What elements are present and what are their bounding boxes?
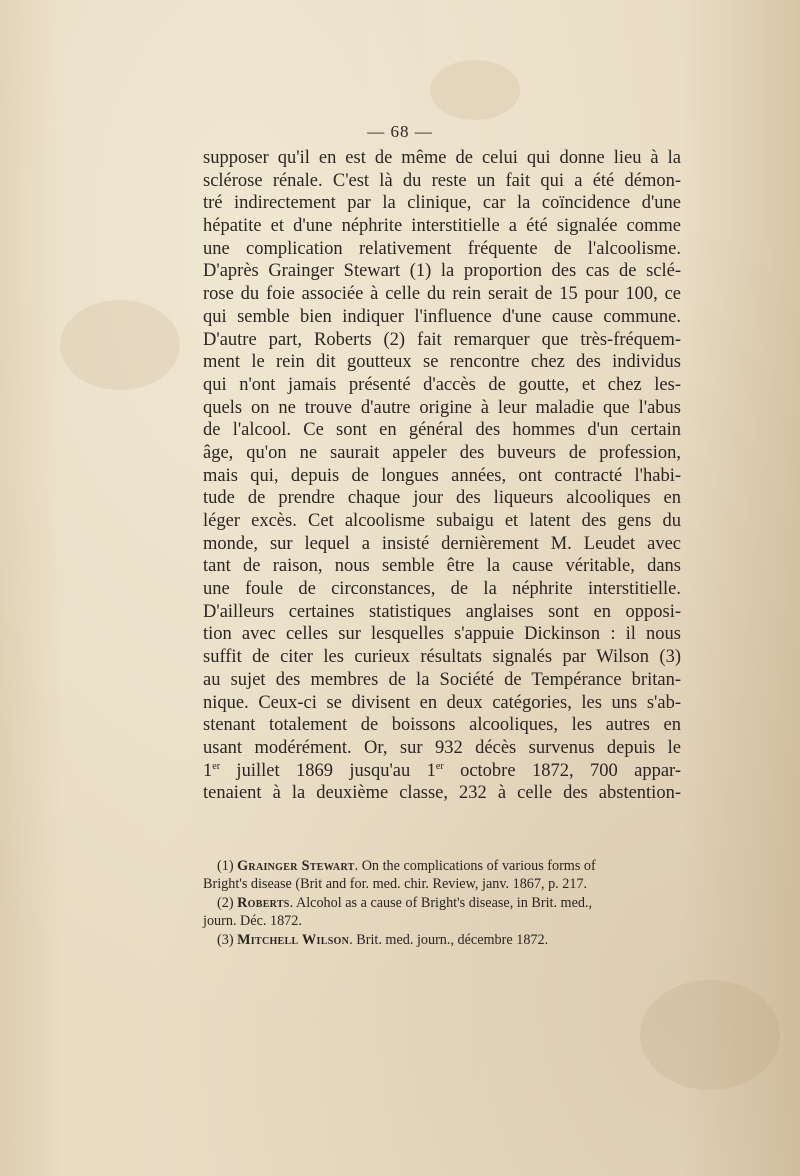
text-line: quels on ne trouve d'autre origine à leur maladie que l'abus — [203, 397, 681, 418]
line-fragment: 1 — [203, 760, 213, 781]
footnote-number: (1) — [217, 858, 238, 874]
paper-stain — [60, 300, 180, 390]
footnote-continuation: journ. Déc. 1872. — [203, 913, 302, 930]
line-fragment: juillet 1869 jusqu'au 1 — [220, 760, 436, 781]
footnote-text: . On the complications of various forms of — [354, 858, 596, 874]
text-line: sclérose rénale. C'est là du reste un fait qui a été démon- — [203, 170, 681, 191]
footnote-text: . Alcohol as a cause of Bright's disease, in Brit. med., — [289, 894, 593, 911]
footnote-continuation: Bright's disease (Brit and for. med. chir. Review, janv. 1867, p. 217. — [203, 876, 588, 893]
text-line: tion avec celles sur lesquelles s'appuie Dickinson : il nous — [203, 624, 681, 645]
text-line: suffit de citer les curieux résultats signalés par Wilson (3) — [203, 647, 681, 668]
text-line: ment le rein dit goutteux se rencontre chez des individus — [203, 352, 681, 373]
footnote — [203, 857, 681, 875]
footnote-text: . Brit. med. journ., décembre 1872. — [349, 931, 549, 948]
text-line: de l'alcool. Ce sont en général des hommes d'un certain — [203, 420, 681, 441]
text-line: hépatite et d'une néphrite interstitielle a été signalée comme — [203, 216, 681, 237]
text-line: D'après Grainger Stewart (1) la proportion des cas de sclé- — [203, 261, 681, 282]
footnote-author: Mitchell Wilson — [237, 931, 350, 948]
body-text — [203, 147, 681, 805]
text-line-with-superscripts — [203, 760, 681, 783]
text-line: tré indirectement par la clinique, car la coïncidence d'une — [203, 193, 681, 214]
footnote-number: (2) — [217, 894, 238, 911]
text-line: une foule de circonstances, de la néphrite interstitielle. — [203, 579, 681, 600]
footnote — [203, 894, 681, 912]
paper-stain — [640, 980, 780, 1090]
superscript: er — [212, 760, 221, 772]
footnotes — [203, 857, 681, 949]
footnote-author: Grainger Stewart — [237, 858, 355, 874]
footnote — [203, 931, 681, 949]
line-fragment: octobre 1872, 700 appar- — [443, 760, 681, 781]
text-line: mais qui, depuis de longues années, ont contracté l'habi- — [203, 465, 681, 486]
text-line: stenant totalement de boissons alcooliques, les autres en — [203, 715, 681, 736]
text-line: tenaient à la deuxième classe, 232 à celle des abstention- — [203, 783, 681, 804]
footnote-author: Roberts — [237, 894, 290, 911]
text-line: supposer qu'il en est de même de celui qui donne lieu à la — [203, 148, 681, 168]
text-line: tant de raison, nous semble être la cause véritable, dans — [203, 556, 681, 577]
text-line: tude de prendre chaque jour des liqueurs alcooliques en — [203, 488, 681, 509]
text-line: qui n'ont jamais présenté d'accès de goutte, et chez les- — [203, 374, 681, 395]
text-line: qui semble bien indiquer l'influence d'une cause commune. — [203, 306, 681, 327]
text-line: monde, sur lequel a insisté dernièrement M. Leudet avec — [203, 533, 681, 554]
text-line: au sujet des membres de la Société de Tempérance britan- — [203, 669, 681, 690]
page-number: — 68 — — [367, 122, 433, 141]
text-line: âge, qu'on ne saurait appeler des buveurs de profession, — [203, 442, 681, 463]
text-line: léger excès. Cet alcoolisme subaigu et latent des gens du — [203, 511, 681, 531]
superscript: er — [435, 760, 444, 772]
text-line: une complication relativement fréquente de l'alcoolisme. — [203, 238, 681, 259]
footnote-number: (3) — [217, 931, 238, 948]
text-line: usant modérément. Or, sur 932 décès survenus depuis le — [203, 737, 681, 758]
text-line: D'autre part, Roberts (2) fait remarquer que très-fréquem- — [203, 329, 681, 350]
text-line: D'ailleurs certaines statistiques anglaises sont en opposi- — [203, 601, 681, 622]
text-line: nique. Ceux-ci se divisent en deux catégories, les uns s'ab- — [203, 692, 681, 713]
paper-stain — [430, 60, 520, 120]
text-line: rose du foie associée à celle du rein serait de 15 pour 100, ce — [203, 284, 681, 305]
